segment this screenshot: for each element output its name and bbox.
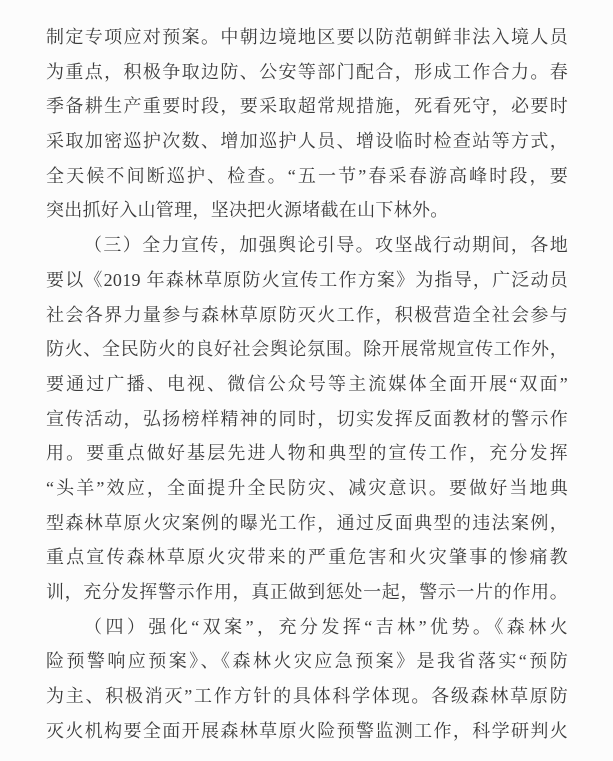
text-line: 采取加密巡护次数、增加巡护人员、增设临时检查站等方式， bbox=[46, 131, 568, 152]
text-line: 为主、积极消灭”工作方针的具体科学体现。各级森林草原防 bbox=[46, 686, 568, 707]
text-line: 防火、全民防火的良好社会舆论氛围。除开展常规宣传工作外， bbox=[46, 339, 568, 360]
text-line: 社会各界力量参与森林草原防灭火工作，积极营造全社会参与 bbox=[46, 304, 568, 325]
text-line: 制定专项应对预案。中朝边境地区要以防范朝鲜非法入境人员 bbox=[46, 27, 568, 47]
text-line: 用。要重点做好基层先进人物和典型的宣传工作，充分发挥 bbox=[46, 443, 568, 464]
text-line: 为重点，积极争取边防、公安等部门配合，形成工作合力。春 bbox=[46, 61, 568, 82]
text-line: 重点宣传森林草原火灾带来的严重危害和火灾肇事的惨痛教 bbox=[46, 547, 568, 568]
text-line: 全天候不间断巡护、检查。“五一节”春采春游高峰时段，要 bbox=[46, 165, 568, 186]
text-line: 险预警响应预案》、《森林火灾应急预案》是我省落实“预防 bbox=[46, 651, 568, 672]
text-line: 突出抓好入山管理，坚决把火源堵截在山下林外。 bbox=[46, 200, 449, 221]
text-line: 训，充分发挥警示作用，真正做到惩处一起，警示一片的作用。 bbox=[46, 582, 568, 602]
text-line: （三）全力宣传，加强舆论引导。攻坚战行动期间，各地 bbox=[84, 235, 568, 256]
text-line: （四）强化“双案”，充分发挥“吉林”优势。《森林火 bbox=[84, 616, 568, 637]
text-line: “头羊”效应，全面提升全民防灾、减灾意识。要做好当地典 bbox=[46, 477, 568, 498]
text-line: 季备耕生产重要时段，要采取超常规措施，死看死守，必要时 bbox=[46, 96, 568, 117]
text-line: 宣传活动，弘扬榜样精神的同时，切实发挥反面教材的警示作 bbox=[46, 408, 568, 429]
text-line: 要以《2019 年森林草原防火宣传工作方案》为指导，广泛动员 bbox=[46, 269, 568, 290]
text-line: 要通过广播、电视、微信公众号等主流媒体全面开展“双面” bbox=[46, 373, 568, 394]
text-line: 灭火机构要全面开展森林草原火险预警监测工作，科学研判火 bbox=[46, 720, 568, 741]
document-body bbox=[46, 20, 568, 748]
text-line: 型森林草原火灾案例的曝光工作，通过反面典型的违法案例， bbox=[46, 512, 568, 533]
